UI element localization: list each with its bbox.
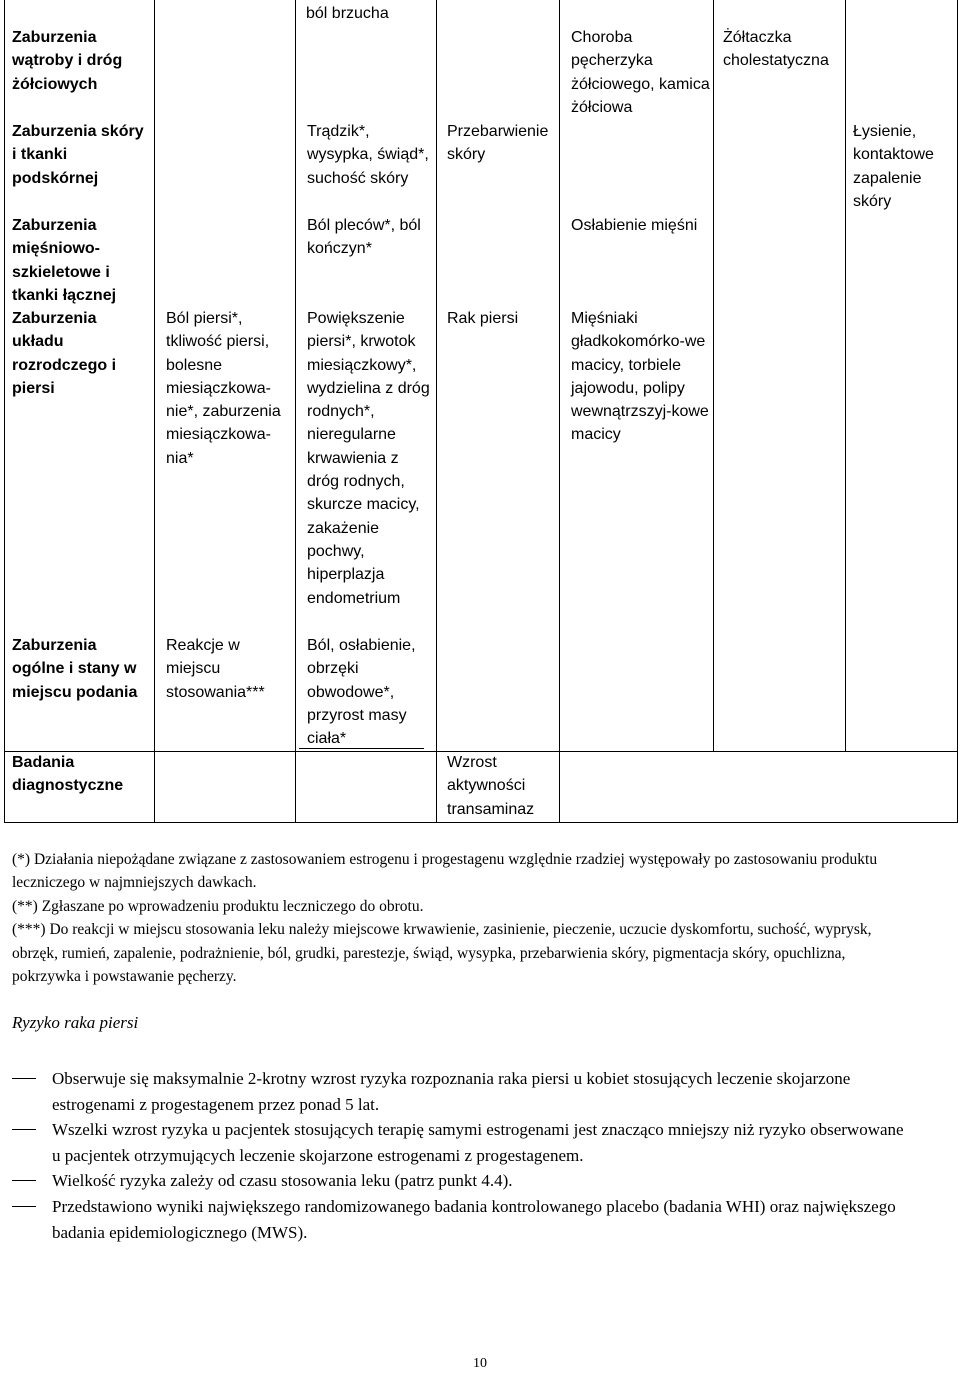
- table-border-left: [4, 0, 5, 823]
- row-category: Badania diagnostyczne: [12, 754, 124, 795]
- table-col-divider: [154, 0, 155, 823]
- table-cell: Trądzik*, wysypka, świąd*, suchość skóry: [307, 123, 429, 187]
- table-cell: Choroba pęcherzyka żółciowego, kamica żółciowa: [571, 29, 710, 116]
- adverse-reactions-table: [4, 0, 959, 823]
- dash-icon: [12, 1206, 36, 1207]
- row-category: Zaburzenia wątroby i dróg żółciowych: [12, 29, 123, 93]
- table-cell: Ból piersi*, tkliwość piersi, bolesne miesiączkowa-nie*, zaburzenia miesiączkowa-nia*: [166, 310, 281, 467]
- table-cell: Powiększenie piersi*, krwotok miesiączkowy*, wydzielina z dróg rodnych*, nieregularne krwawienia z dróg rodnych, skurcze macicy, zakażenie pochwy, hiperplazja endometrium: [307, 310, 430, 607]
- footnote: (**) Zgłaszane po wprowadzeniu produktu leczniczego do obrotu.: [12, 897, 424, 915]
- table-cell: Mięśniaki gładkokomórko-we macicy, torbiele jajowodu, polipy wewnątrzszyj-kowe macicy: [571, 310, 709, 444]
- table-col-divider: [559, 0, 560, 823]
- list-item: [12, 1117, 912, 1168]
- table-cell: Osłabienie mięśni: [571, 217, 698, 234]
- table-cell: Ból, osłabienie, obrzęki obwodowe*, przyrost masy ciała*: [307, 637, 416, 748]
- list-item: [12, 1168, 912, 1194]
- table-cell: Łysienie, kontaktowe zapalenie skóry: [853, 123, 934, 210]
- list-item: [12, 1194, 912, 1245]
- table-cell: Ból pleców*, ból kończyn*: [307, 217, 421, 258]
- table-border-bottom: [4, 822, 958, 823]
- row-category: Zaburzenia mięśniowo-szkieletowe i tkanki łącznej: [12, 217, 117, 304]
- list-item-text: Przedstawiono wyniki największego randomizowanego badania kontrolowanego placebo (badania WHI) oraz największego badania epidemiologicznego (MWS).: [52, 1196, 896, 1242]
- table-cell: Przebarwienie skóry: [447, 123, 549, 164]
- bullet-list: [12, 1066, 912, 1245]
- table-col-divider: [436, 0, 437, 823]
- table-cell: Wzrost aktywności transaminaz: [447, 754, 535, 818]
- footnote: (*) Działania niepożądane związane z zastosowaniem estrogenu i progestagenu względnie rzadziej występowały po zastosowaniu produktu leczniczego w najmniejszych dawkach.: [12, 851, 878, 892]
- table-cell: Reakcje w miejscu stosowania***: [166, 637, 265, 701]
- table-border-right: [957, 0, 958, 823]
- table-cell: Żółtaczka cholestatyczna: [723, 29, 829, 70]
- page-number: 10: [473, 1356, 487, 1371]
- dash-icon: [12, 1078, 36, 1079]
- row-category: Zaburzenia układu rozrodczego i piersi: [12, 310, 117, 397]
- list-item-text: Wszelki wzrost ryzyka u pacjentek stosujących terapię samymi estrogenami jest znacząco mniejszy niż ryzyko obserwowane u pacjentek otrzymujących leczenie skojarzone estrogenami z progestagenem.: [52, 1120, 904, 1165]
- table-col-divider: [295, 0, 296, 823]
- list-item: [12, 1066, 912, 1117]
- dash-icon: [12, 1180, 36, 1181]
- table-col-divider: [845, 0, 846, 751]
- list-item-text: Wielkość ryzyka zależy od czasu stosowania leku (patrz punkt 4.4).: [52, 1171, 513, 1191]
- row-category: Zaburzenia skóry i tkanki podskórnej: [12, 123, 144, 187]
- table-col-divider: [713, 0, 714, 751]
- footnote: (***) Do reakcji w miejscu stosowania leku należy miejscowe krwawienie, zasinienie, pieczenie, uczucie dyskomfortu, suchość, wyprysk, obrzęk, rumień, zapalenie, podrażnienie, ból, grudki, parestezje, świąd, wysypka, przebarwienia skóry, pigmentacja skóry, opuchlizna, pokrzywka i powstawanie pęcherzy.: [12, 921, 872, 986]
- row-category: Zaburzenia ogólne i stany w miejscu podania: [12, 637, 138, 701]
- dash-icon: [12, 1129, 36, 1130]
- list-item-text: Obserwuje się maksymalnie 2-krotny wzrost ryzyka rozpoznania raka piersi u kobiet stosujących leczenie skojarzone estrogenami z progestagenem przez ponad 5 lat.: [52, 1069, 851, 1114]
- footnotes: [12, 848, 912, 988]
- table-cell: ból brzucha: [306, 5, 389, 22]
- table-cell: Rak piersi: [447, 310, 519, 327]
- section-title: Ryzyko raka piersi: [12, 1013, 139, 1032]
